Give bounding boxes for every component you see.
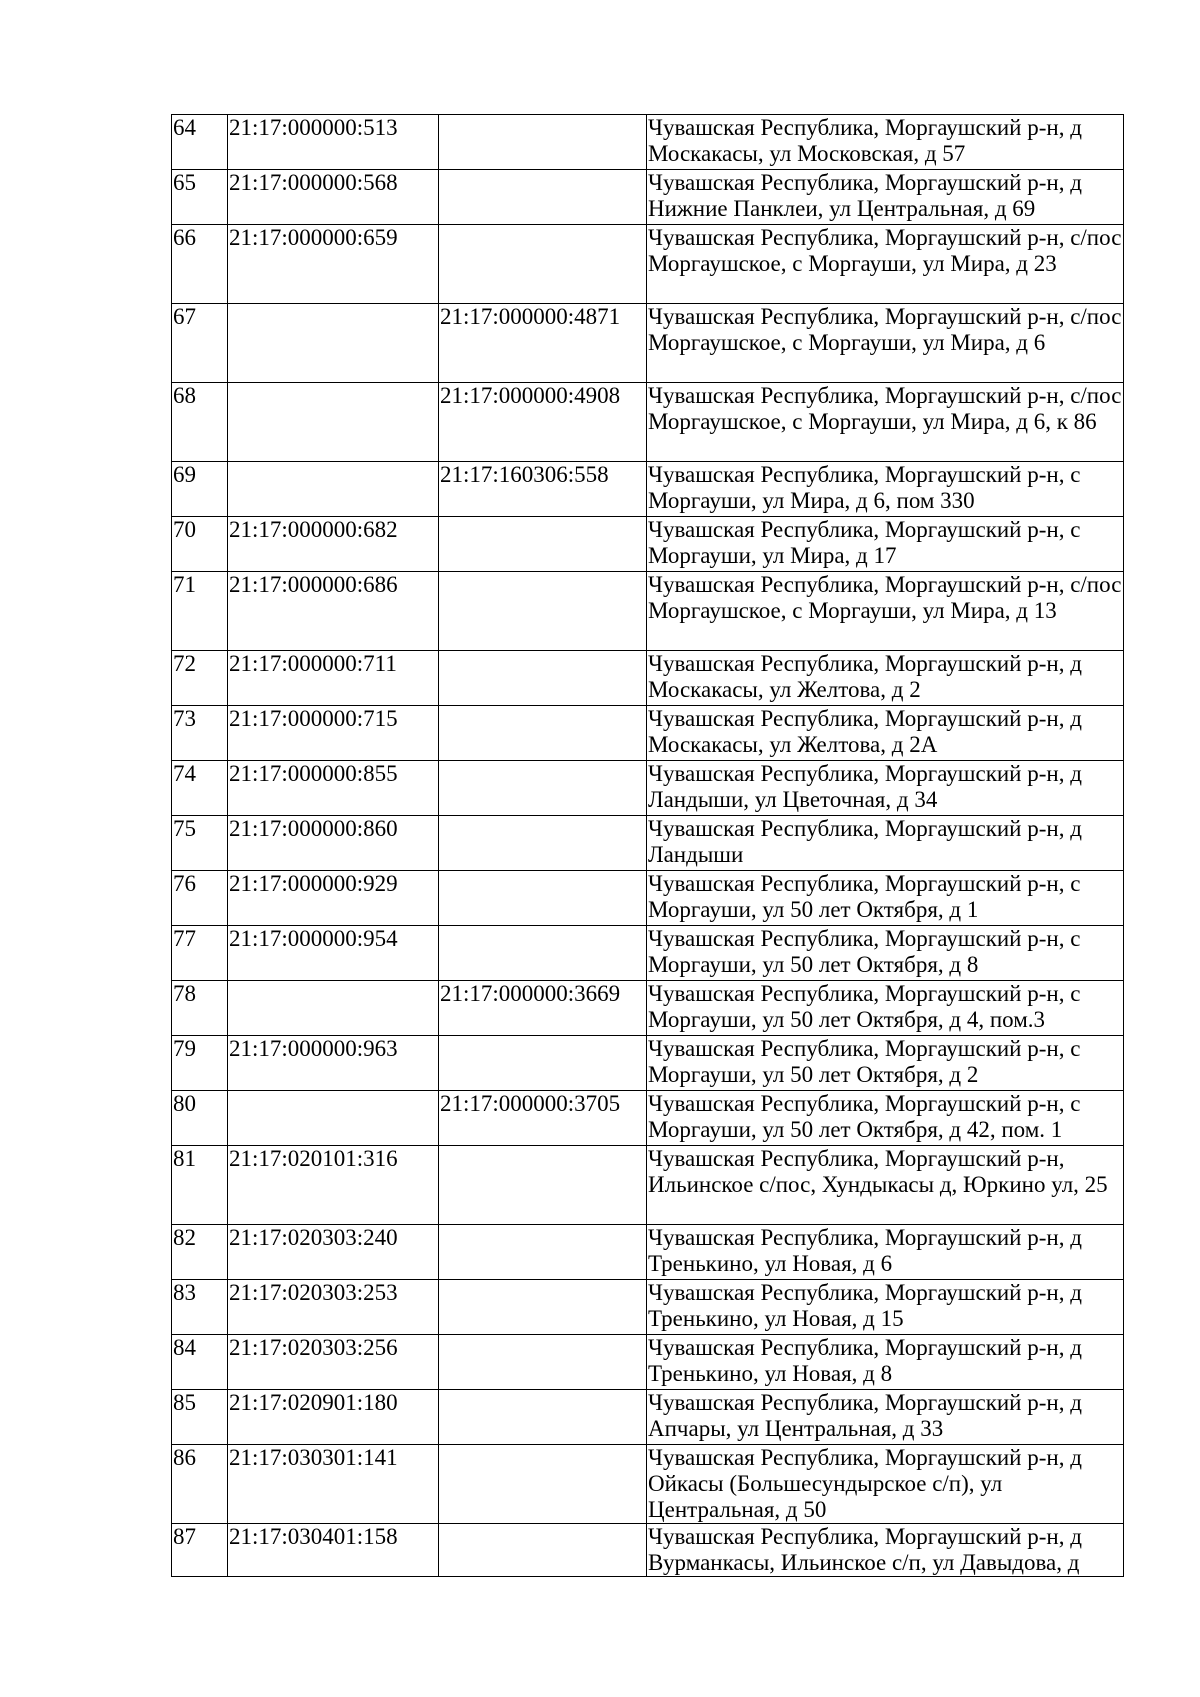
address-cell: Чувашская Республика, Моргаушский р-н, с/пос Моргаушское, с Моргауши, ул Мира, д 6, к 86 [647,383,1124,462]
building-cadastral-number-cell: 21:17:000000:4908 [439,383,647,462]
land-cadastral-number-cell [228,981,439,1036]
land-cadastral-number-cell: 21:17:000000:686 [228,572,439,651]
address-cell: Чувашская Республика, Моргаушский р-н, д Ойкасы (Большесундырское с/п), ул Центральная, д 50 [647,1445,1124,1524]
building-cadastral-number-cell [439,517,647,572]
address-cell: Чувашская Республика, Моргаушский р-н, д Тренькино, ул Новая, д 8 [647,1335,1124,1390]
building-cadastral-number-cell [439,225,647,304]
building-cadastral-number-cell [439,1524,647,1577]
table-row [172,462,1124,517]
table-row [172,1335,1124,1390]
land-cadastral-number-cell: 21:17:030401:158 [228,1524,439,1577]
land-cadastral-number-cell: 21:17:020303:253 [228,1280,439,1335]
table-row [172,572,1124,651]
building-cadastral-number-cell: 21:17:160306:558 [439,462,647,517]
address-cell: Чувашская Республика, Моргаушский р-н, с Моргауши, ул Мира, д 17 [647,517,1124,572]
address-cell: Чувашская Республика, Моргаушский р-н, д Ландыши, ул Цветочная, д 34 [647,761,1124,816]
table-row [172,304,1124,383]
row-number-cell: 72 [172,651,228,706]
row-number-cell: 76 [172,871,228,926]
row-number-cell: 68 [172,383,228,462]
row-number-cell: 85 [172,1390,228,1445]
land-cadastral-number-cell: 21:17:000000:860 [228,816,439,871]
building-cadastral-number-cell [439,1390,647,1445]
address-cell: Чувашская Республика, Моргаушский р-н, д Тренькино, ул Новая, д 15 [647,1280,1124,1335]
table-row [172,1390,1124,1445]
land-cadastral-number-cell: 21:17:000000:954 [228,926,439,981]
property-table [171,114,1128,1577]
address-cell: Чувашская Республика, Моргаушский р-н, д Вурманкасы, Ильинское с/п, ул Давыдова, д [647,1524,1124,1577]
row-number-cell: 74 [172,761,228,816]
row-number-cell: 64 [172,115,228,170]
land-cadastral-number-cell: 21:17:020303:256 [228,1335,439,1390]
building-cadastral-number-cell [439,1280,647,1335]
row-number-cell: 70 [172,517,228,572]
building-cadastral-number-cell [439,1146,647,1225]
address-cell: Чувашская Республика, Моргаушский р-н, с/пос Моргаушское, с Моргауши, ул Мира, д 23 [647,225,1124,304]
building-cadastral-number-cell [439,572,647,651]
address-cell: Чувашская Республика, Моргаушский р-н, с Моргауши, ул 50 лет Октября, д 4, пом.3 [647,981,1124,1036]
table-row [172,816,1124,871]
row-number-cell: 71 [172,572,228,651]
table-row [172,225,1124,304]
land-cadastral-number-cell: 21:17:000000:855 [228,761,439,816]
land-cadastral-number-cell: 21:17:000000:659 [228,225,439,304]
land-cadastral-number-cell: 21:17:030301:141 [228,1445,439,1524]
row-number-cell: 82 [172,1225,228,1280]
row-number-cell: 66 [172,225,228,304]
address-cell: Чувашская Республика, Моргаушский р-н, с Моргауши, ул 50 лет Октября, д 8 [647,926,1124,981]
building-cadastral-number-cell: 21:17:000000:3705 [439,1091,647,1146]
table-row [172,706,1124,761]
land-cadastral-number-cell [228,383,439,462]
address-cell: Чувашская Республика, Моргаушский р-н, с/пос Моргаушское, с Моргауши, ул Мира, д 6 [647,304,1124,383]
address-cell: Чувашская Республика, Моргаушский р-н, д Москакасы, ул Желтова, д 2А [647,706,1124,761]
table-row [172,1036,1124,1091]
table-row [172,761,1124,816]
building-cadastral-number-cell [439,761,647,816]
row-number-cell: 84 [172,1335,228,1390]
table-row [172,1524,1124,1577]
address-cell: Чувашская Республика, Моргаушский р-н, д Апчары, ул Центральная, д 33 [647,1390,1124,1445]
table-row [172,926,1124,981]
address-cell: Чувашская Республика, Моргаушский р-н, д Нижние Панклеи, ул Центральная, д 69 [647,170,1124,225]
building-cadastral-number-cell [439,706,647,761]
row-number-cell: 87 [172,1524,228,1577]
table-row [172,170,1124,225]
table-row [172,1146,1124,1225]
row-number-cell: 75 [172,816,228,871]
address-cell: Чувашская Республика, Моргаушский р-н, д Тренькино, ул Новая, д 6 [647,1225,1124,1280]
address-cell: Чувашская Республика, Моргаушский р-н, Ильинское с/пос, Хундыкасы д, Юркино ул, 25 [647,1146,1124,1225]
land-cadastral-number-cell: 21:17:000000:711 [228,651,439,706]
building-cadastral-number-cell [439,170,647,225]
address-cell: Чувашская Республика, Моргаушский р-н, с Моргауши, ул 50 лет Октября, д 2 [647,1036,1124,1091]
land-cadastral-number-cell: 21:17:020901:180 [228,1390,439,1445]
table-row [172,115,1124,170]
row-number-cell: 80 [172,1091,228,1146]
row-number-cell: 67 [172,304,228,383]
table-row [172,1280,1124,1335]
building-cadastral-number-cell [439,1335,647,1390]
building-cadastral-number-cell [439,115,647,170]
building-cadastral-number-cell [439,926,647,981]
row-number-cell: 73 [172,706,228,761]
address-cell: Чувашская Республика, Моргаушский р-н, с Моргауши, ул Мира, д 6, пом 330 [647,462,1124,517]
table-row [172,871,1124,926]
land-cadastral-number-cell: 21:17:020303:240 [228,1225,439,1280]
building-cadastral-number-cell [439,1225,647,1280]
table-row [172,517,1124,572]
land-cadastral-number-cell: 21:17:000000:513 [228,115,439,170]
land-cadastral-number-cell: 21:17:000000:715 [228,706,439,761]
building-cadastral-number-cell: 21:17:000000:4871 [439,304,647,383]
table-body [172,115,1128,1577]
land-cadastral-number-cell: 21:17:000000:963 [228,1036,439,1091]
address-cell: Чувашская Республика, Моргаушский р-н, д Москакасы, ул Московская, д 57 [647,115,1124,170]
table-row [172,651,1124,706]
building-cadastral-number-cell [439,651,647,706]
address-cell: Чувашская Республика, Моргаушский р-н, с/пос Моргаушское, с Моргауши, ул Мира, д 13 [647,572,1124,651]
building-cadastral-number-cell [439,871,647,926]
land-cadastral-number-cell [228,1091,439,1146]
table-row [172,383,1124,462]
table-row [172,981,1124,1036]
table-row [172,1445,1124,1524]
table-row [172,1091,1124,1146]
address-cell: Чувашская Республика, Моргаушский р-н, с Моргауши, ул 50 лет Октября, д 1 [647,871,1124,926]
address-cell: Чувашская Республика, Моргаушский р-н, д Москакасы, ул Желтова, д 2 [647,651,1124,706]
building-cadastral-number-cell [439,1036,647,1091]
land-cadastral-number-cell: 21:17:020101:316 [228,1146,439,1225]
row-number-cell: 86 [172,1445,228,1524]
land-cadastral-number-cell [228,462,439,517]
building-cadastral-number-cell [439,816,647,871]
land-cadastral-number-cell: 21:17:000000:929 [228,871,439,926]
row-number-cell: 65 [172,170,228,225]
row-number-cell: 78 [172,981,228,1036]
address-cell: Чувашская Республика, Моргаушский р-н, д Ландыши [647,816,1124,871]
land-cadastral-number-cell [228,304,439,383]
land-cadastral-number-cell: 21:17:000000:682 [228,517,439,572]
table-row [172,1225,1124,1280]
row-number-cell: 77 [172,926,228,981]
row-number-cell: 81 [172,1146,228,1225]
row-number-cell: 79 [172,1036,228,1091]
row-number-cell: 69 [172,462,228,517]
building-cadastral-number-cell: 21:17:000000:3669 [439,981,647,1036]
address-cell: Чувашская Республика, Моргаушский р-н, с Моргауши, ул 50 лет Октября, д 42, пом. 1 [647,1091,1124,1146]
land-cadastral-number-cell: 21:17:000000:568 [228,170,439,225]
building-cadastral-number-cell [439,1445,647,1524]
row-number-cell: 83 [172,1280,228,1335]
